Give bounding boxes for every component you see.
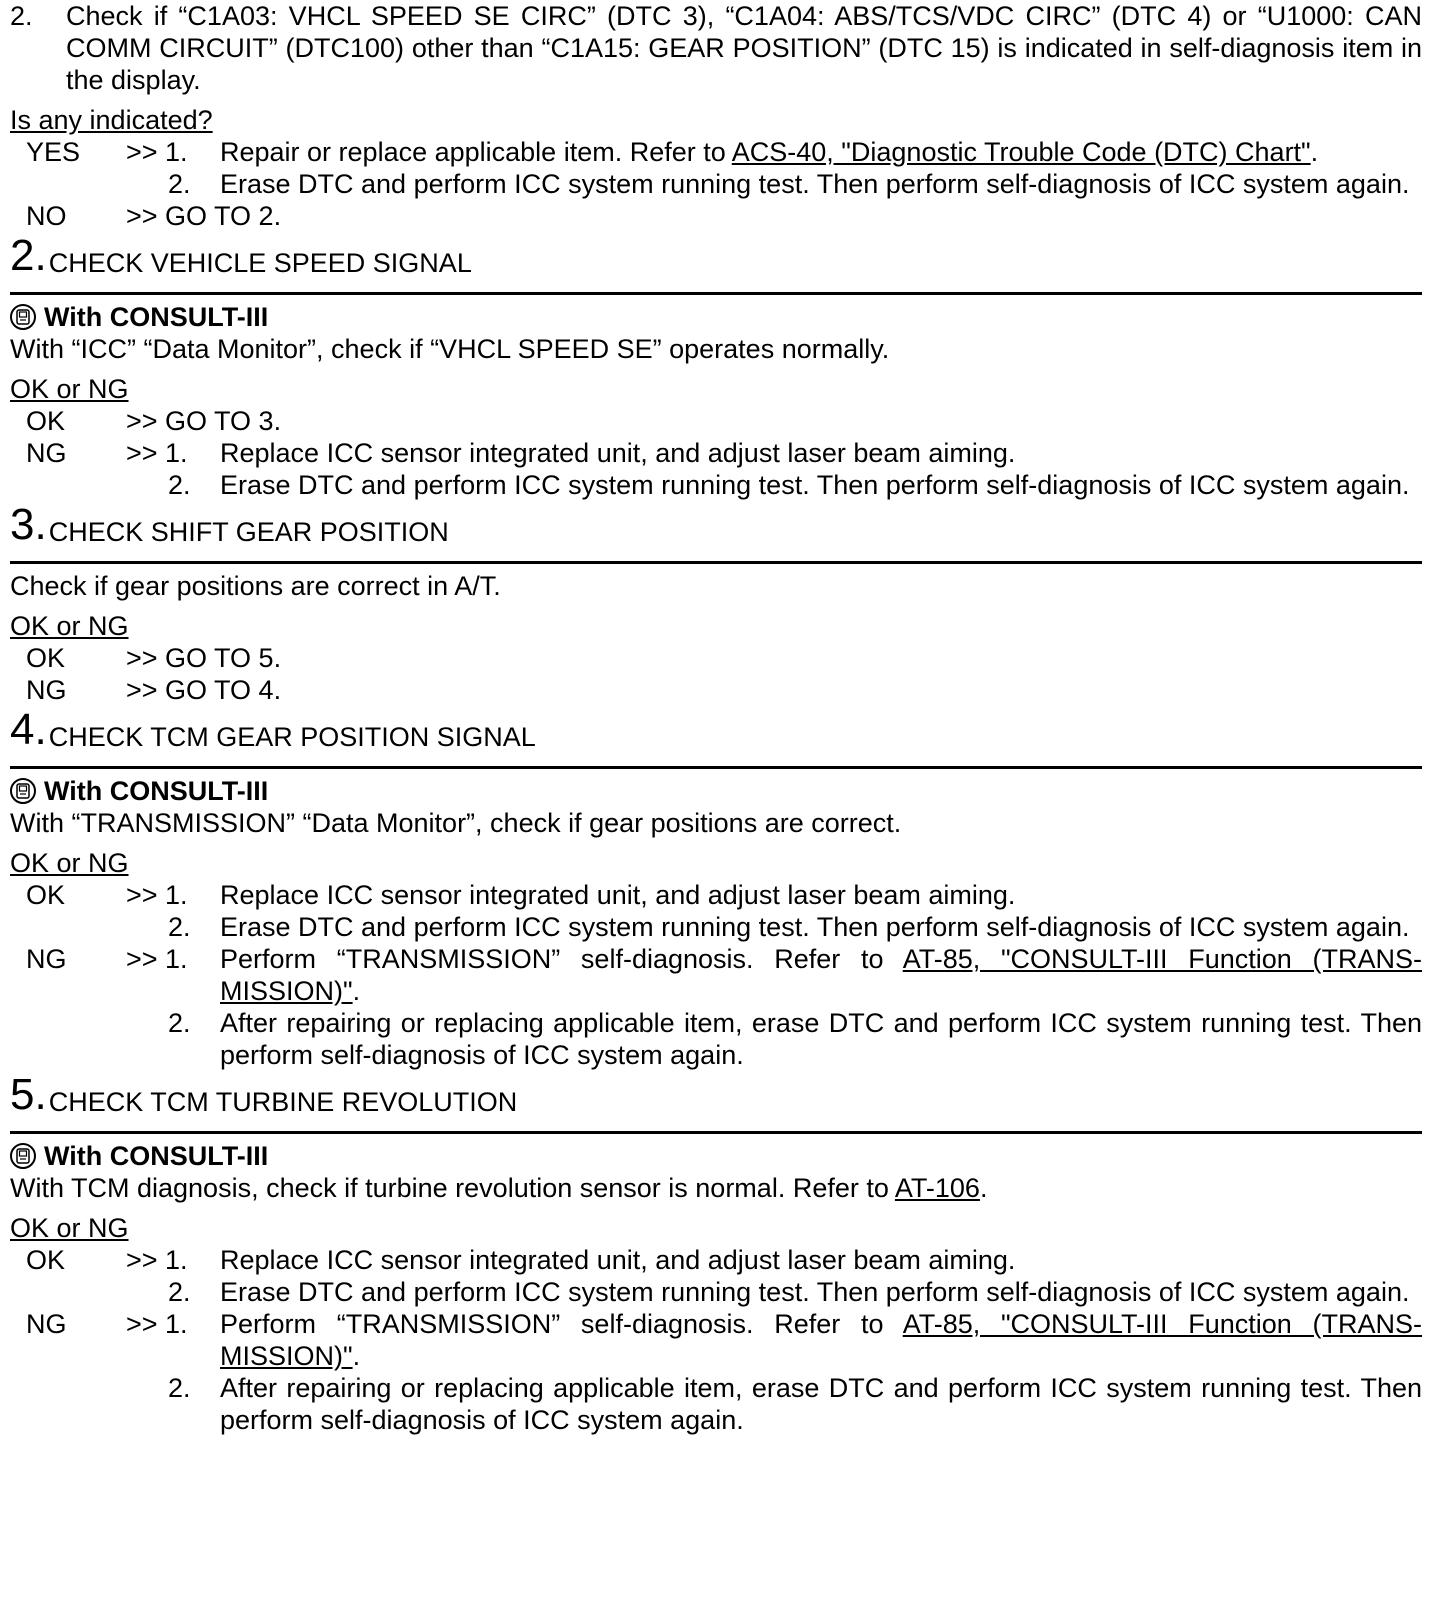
response-block-3 <box>26 642 1422 706</box>
arrow-step: >> 1. <box>126 944 188 974</box>
step-number: 2. <box>168 1008 191 1038</box>
ng-label: NG <box>26 438 67 468</box>
ng-action-1: Replace ICC sensor integrated unit, and adjust laser beam aiming. <box>220 438 1016 468</box>
step-title: CHECK VEHICLE SPEED SIGNAL <box>48 248 472 278</box>
ng-label: NG <box>26 944 67 974</box>
step-title: CHECK SHIFT GEAR POSITION <box>48 517 449 547</box>
step-2-description: With “ICC” “Data Monitor”, check if “VHCL SPEED SE” operates normally. <box>10 334 890 364</box>
step-3-description: Check if gear positions are correct in A/T. <box>10 571 501 601</box>
step-number: 2. <box>168 912 191 942</box>
step-4-header <box>10 705 1422 769</box>
step-2-header <box>10 231 1422 295</box>
consult-label: With CONSULT-III <box>44 302 269 332</box>
intro-number: 2. <box>10 1 33 31</box>
ng-action-2: After repairing or replacing applicable item, erase DTC and perform ICC system running test. Then perform self-diagnosis of ICC system again. <box>220 1373 1422 1435</box>
step-number: 2. <box>168 169 191 199</box>
ok-action-2: Erase DTC and perform ICC system running test. Then perform self-diagnosis of ICC system again. <box>220 912 1410 942</box>
consult-device-icon <box>10 304 36 330</box>
dtc-chart-link[interactable]: ACS-40, "Diagnostic Trouble Code (DTC) Chart" <box>731 137 1311 167</box>
step-number: 2. <box>168 1277 191 1307</box>
yes-action-1: Repair or replace applicable item. Refer to ACS-40, "Diagnostic Trouble Code (DTC) Chart". <box>220 137 1319 167</box>
ng-action-1: Perform “TRANSMISSION” self-diagnosis. Refer to AT-85, "CONSULT-III Function (TRANS-MISSION)". <box>220 944 1423 1006</box>
ok-ng-heading: OK or NG <box>10 848 129 878</box>
intro-item <box>10 0 1422 96</box>
at-106-link[interactable]: AT-106 <box>894 1173 980 1203</box>
step-title: CHECK TCM TURBINE REVOLUTION <box>48 1087 518 1117</box>
step-5-header <box>10 1070 1422 1134</box>
consult-label: With CONSULT-III <box>44 1141 269 1171</box>
step-number: 3. <box>10 500 47 549</box>
ng-label: NG <box>26 675 67 705</box>
step-number: 2. <box>168 1373 191 1403</box>
ok-ng-heading: OK or NG <box>10 611 129 641</box>
ng-action-2: Erase DTC and perform ICC system running test. Then perform self-diagnosis of ICC system again. <box>220 470 1410 500</box>
response-block-1 <box>26 136 1422 232</box>
step-5-description: With TCM diagnosis, check if turbine revolution sensor is normal. Refer to AT-106. <box>10 1173 988 1203</box>
ok-ng-heading: OK or NG <box>10 374 129 404</box>
consult-function-link[interactable]: AT-85, "CONSULT-III Function (TRANS-MISSION)" <box>220 944 1423 1006</box>
ng-action-1: Perform “TRANSMISSION” self-diagnosis. Refer to AT-85, "CONSULT-III Function (TRANS-MISSION)". <box>220 1309 1423 1371</box>
ng-action-2: After repairing or replacing applicable item, erase DTC and perform ICC system running test. Then perform self-diagnosis of ICC system again. <box>220 1008 1422 1070</box>
ok-action-2: Erase DTC and perform ICC system running test. Then perform self-diagnosis of ICC system again. <box>220 1277 1410 1307</box>
step-number: 2. <box>168 470 191 500</box>
yes-action-2: Erase DTC and perform ICC system running test. Then perform self-diagnosis of ICC system again. <box>220 169 1410 199</box>
consult-heading <box>10 1140 1422 1172</box>
response-block-5 <box>26 1244 1422 1436</box>
ok-label: OK <box>26 880 66 910</box>
step-number: 5. <box>10 1070 47 1119</box>
step-3-header <box>10 500 1422 564</box>
intro-text: Check if “C1A03: VHCL SPEED SE CIRC” (DTC 3), “C1A04: ABS/TCS/VDC CIRC” (DTC 4) or “U1000: CAN COMM CIRCUIT” (DTC100) other than “C1A15: GEAR POSITION” (DTC 15) is indicated in self-diagnosis item in the display. <box>66 1 1422 95</box>
response-block-2 <box>26 405 1422 501</box>
no-action: >> GO TO 2. <box>126 201 282 231</box>
consult-device-icon <box>10 1143 36 1169</box>
ok-action-1: Replace ICC sensor integrated unit, and adjust laser beam aiming. <box>220 880 1016 910</box>
step-4-description: With “TRANSMISSION” “Data Monitor”, check if gear positions are correct. <box>10 808 902 838</box>
consult-heading <box>10 775 1422 807</box>
ng-action: >> GO TO 4. <box>126 675 282 705</box>
ok-action-1: Replace ICC sensor integrated unit, and adjust laser beam aiming. <box>220 1245 1016 1275</box>
arrow-step: >> 1. <box>126 1245 188 1275</box>
step-title: CHECK TCM GEAR POSITION SIGNAL <box>48 722 536 752</box>
yes-label: YES <box>26 137 81 167</box>
consult-heading <box>10 301 1422 333</box>
ok-label: OK <box>26 643 66 673</box>
ng-label: NG <box>26 1309 67 1339</box>
arrow-step: >> 1. <box>126 880 188 910</box>
manual-page <box>10 0 1422 1436</box>
no-label: NO <box>26 201 67 231</box>
ok-label: OK <box>26 1245 66 1275</box>
step-number: 2. <box>10 231 47 280</box>
arrow-step: >> 1. <box>126 137 188 167</box>
consult-label: With CONSULT-III <box>44 776 269 806</box>
question-heading: Is any indicated? <box>10 105 213 135</box>
response-block-4 <box>26 879 1422 1071</box>
arrow-step: >> 1. <box>126 438 188 468</box>
ok-label: OK <box>26 406 66 436</box>
arrow-step: >> 1. <box>126 1309 188 1339</box>
ok-action: >> GO TO 3. <box>126 406 282 436</box>
ok-action: >> GO TO 5. <box>126 643 282 673</box>
consult-device-icon <box>10 778 36 804</box>
step-number: 4. <box>10 705 47 754</box>
consult-function-link[interactable]: AT-85, "CONSULT-III Function (TRANS-MISSION)" <box>220 1309 1423 1371</box>
ok-ng-heading: OK or NG <box>10 1213 129 1243</box>
